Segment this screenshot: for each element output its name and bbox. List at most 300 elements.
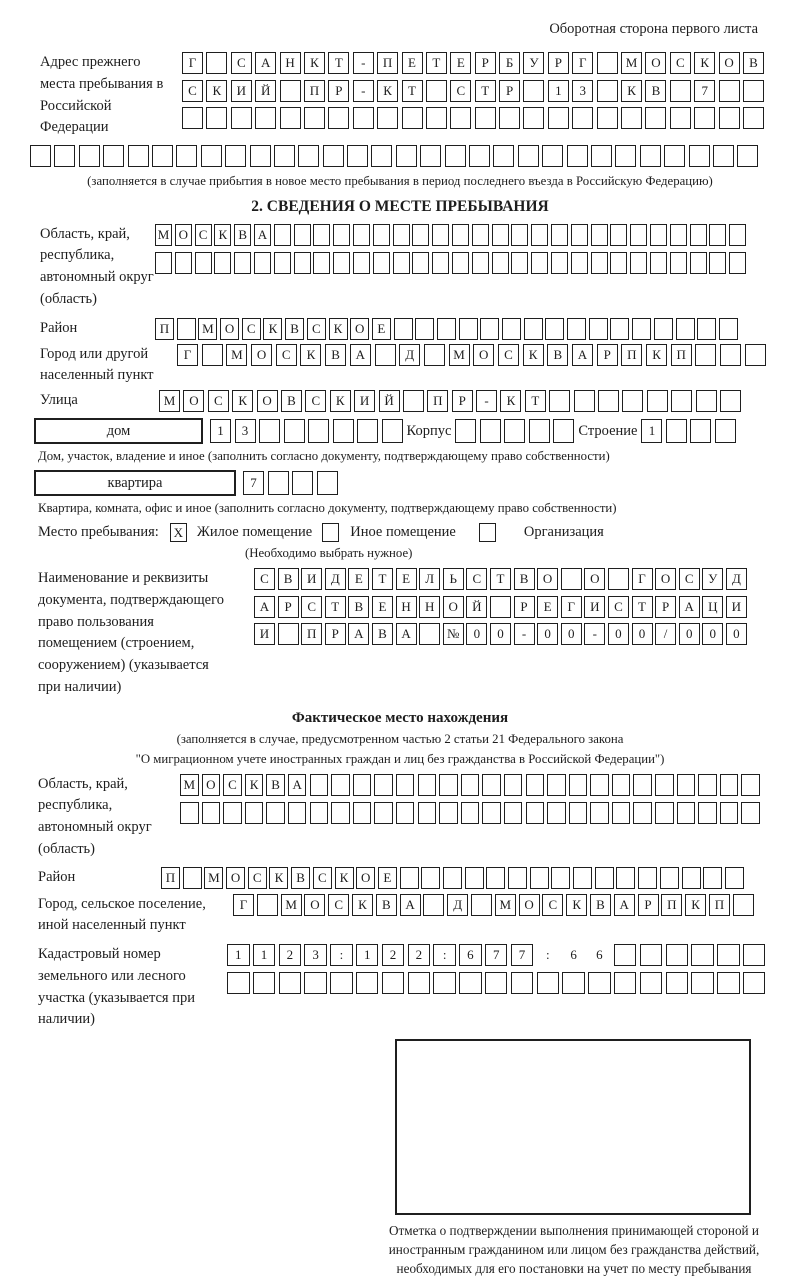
char-cell[interactable]: Г (233, 894, 254, 916)
char-cell[interactable] (588, 972, 611, 994)
char-cell[interactable] (511, 252, 528, 274)
char-cell[interactable] (472, 252, 489, 274)
char-cell[interactable] (551, 252, 568, 274)
char-cell[interactable] (403, 390, 424, 412)
char-cell[interactable] (630, 252, 647, 274)
char-cell[interactable] (709, 252, 726, 274)
char-cell[interactable]: И (254, 623, 275, 645)
char-cell[interactable]: О (226, 867, 245, 889)
char-cell[interactable] (597, 52, 618, 74)
char-cell[interactable] (571, 252, 588, 274)
char-cell[interactable]: К (330, 390, 351, 412)
char-cell[interactable] (223, 802, 242, 824)
char-cell[interactable] (743, 972, 766, 994)
char-cell[interactable]: - (514, 623, 535, 645)
char-cell[interactable]: С (248, 867, 267, 889)
char-cell[interactable]: М (621, 52, 642, 74)
char-cell[interactable] (655, 802, 674, 824)
char-cell[interactable]: К (646, 344, 667, 366)
char-cell[interactable]: 7 (694, 80, 715, 102)
char-cell[interactable]: А (348, 623, 369, 645)
char-cell[interactable] (426, 107, 447, 129)
char-cell[interactable] (182, 107, 203, 129)
char-cell[interactable] (419, 623, 440, 645)
char-cell[interactable] (396, 802, 415, 824)
char-cell[interactable]: Ь (443, 568, 464, 590)
char-cell[interactable]: Т (490, 568, 511, 590)
char-cell[interactable]: О (304, 894, 325, 916)
char-cell[interactable]: П (709, 894, 730, 916)
char-cell[interactable]: П (377, 52, 398, 74)
char-cell[interactable] (450, 107, 471, 129)
char-cell[interactable]: В (278, 568, 299, 590)
char-cell[interactable] (595, 867, 614, 889)
char-cell[interactable]: Е (402, 52, 423, 74)
char-cell[interactable] (591, 145, 612, 167)
char-cell[interactable]: Т (402, 80, 423, 102)
char-cell[interactable]: С (254, 568, 275, 590)
char-cell[interactable]: Е (378, 867, 397, 889)
char-cell[interactable] (304, 107, 325, 129)
char-cell[interactable] (591, 252, 608, 274)
char-cell[interactable] (490, 596, 511, 618)
char-cell[interactable] (482, 802, 501, 824)
char-cell[interactable]: Р (452, 390, 473, 412)
char-cell[interactable]: Д (325, 568, 346, 590)
char-cell[interactable]: О (719, 52, 740, 74)
char-cell[interactable]: О (537, 568, 558, 590)
char-cell[interactable]: М (180, 774, 199, 796)
char-cell[interactable] (526, 802, 545, 824)
apartment-type-box[interactable]: квартира (34, 470, 236, 496)
char-cell[interactable]: В (348, 596, 369, 618)
char-cell[interactable]: П (301, 623, 322, 645)
char-cell[interactable]: - (476, 390, 497, 412)
char-cell[interactable]: Д (726, 568, 747, 590)
char-cell[interactable]: О (584, 568, 605, 590)
char-cell[interactable]: 2 (408, 944, 431, 966)
char-cell[interactable] (610, 318, 629, 340)
char-cell[interactable] (461, 802, 480, 824)
char-cell[interactable]: П (161, 867, 180, 889)
char-cell[interactable]: В (285, 318, 304, 340)
char-cell[interactable]: Е (396, 568, 417, 590)
char-cell[interactable] (590, 802, 609, 824)
char-cell[interactable] (567, 145, 588, 167)
char-cell[interactable] (266, 802, 285, 824)
char-cell[interactable]: Б (499, 52, 520, 74)
char-cell[interactable] (548, 107, 569, 129)
char-cell[interactable]: - (353, 80, 374, 102)
char-cell[interactable]: 0 (679, 623, 700, 645)
char-cell[interactable]: 0 (608, 623, 629, 645)
char-cell[interactable]: И (726, 596, 747, 618)
char-cell[interactable] (356, 972, 379, 994)
char-cell[interactable] (690, 224, 707, 246)
char-cell[interactable] (292, 471, 313, 495)
char-cell[interactable] (333, 419, 354, 443)
char-cell[interactable] (328, 107, 349, 129)
char-cell[interactable] (549, 390, 570, 412)
char-cell[interactable] (610, 252, 627, 274)
char-cell[interactable] (280, 80, 301, 102)
char-cell[interactable] (202, 344, 223, 366)
char-cell[interactable] (255, 107, 276, 129)
char-cell[interactable] (310, 774, 329, 796)
char-cell[interactable] (353, 252, 370, 274)
char-cell[interactable]: 0 (466, 623, 487, 645)
char-cell[interactable]: Й (255, 80, 276, 102)
char-cell[interactable]: 3 (572, 80, 593, 102)
char-cell[interactable]: М (281, 894, 302, 916)
char-cell[interactable] (250, 145, 271, 167)
char-cell[interactable]: О (350, 318, 369, 340)
char-cell[interactable]: В (376, 894, 397, 916)
char-cell[interactable] (741, 802, 760, 824)
char-cell[interactable] (655, 774, 674, 796)
char-cell[interactable]: К (694, 52, 715, 74)
char-cell[interactable] (408, 972, 431, 994)
char-cell[interactable]: С (313, 867, 332, 889)
char-cell[interactable]: М (449, 344, 470, 366)
char-cell[interactable]: Г (177, 344, 198, 366)
char-cell[interactable]: К (232, 390, 253, 412)
char-cell[interactable] (426, 80, 447, 102)
char-cell[interactable] (666, 419, 687, 443)
char-cell[interactable]: Р (597, 344, 618, 366)
char-cell[interactable]: О (220, 318, 239, 340)
char-cell[interactable]: П (155, 318, 174, 340)
char-cell[interactable]: Г (561, 596, 582, 618)
char-cell[interactable]: М (495, 894, 516, 916)
char-cell[interactable] (373, 224, 390, 246)
char-cell[interactable] (177, 318, 196, 340)
char-cell[interactable] (331, 774, 350, 796)
checkbox-organization[interactable] (479, 523, 496, 542)
char-cell[interactable]: - (584, 623, 605, 645)
char-cell[interactable]: Н (396, 596, 417, 618)
char-cell[interactable] (423, 894, 444, 916)
char-cell[interactable] (353, 224, 370, 246)
char-cell[interactable]: В (590, 894, 611, 916)
char-cell[interactable] (382, 972, 405, 994)
char-cell[interactable]: С (466, 568, 487, 590)
char-cell[interactable]: Е (372, 318, 391, 340)
char-cell[interactable] (524, 318, 543, 340)
char-cell[interactable]: Т (325, 596, 346, 618)
char-cell[interactable]: 1 (253, 944, 276, 966)
char-cell[interactable] (633, 802, 652, 824)
char-cell[interactable] (504, 774, 523, 796)
char-cell[interactable] (432, 252, 449, 274)
char-cell[interactable]: Е (348, 568, 369, 590)
char-cell[interactable] (696, 390, 717, 412)
char-cell[interactable]: В (372, 623, 393, 645)
char-cell[interactable] (502, 318, 521, 340)
char-cell[interactable]: С (276, 344, 297, 366)
char-cell[interactable] (373, 252, 390, 274)
char-cell[interactable] (176, 145, 197, 167)
char-cell[interactable] (225, 145, 246, 167)
char-cell[interactable]: К (214, 224, 231, 246)
char-cell[interactable] (152, 145, 173, 167)
char-cell[interactable] (499, 107, 520, 129)
char-cell[interactable] (666, 944, 689, 966)
char-cell[interactable]: К (621, 80, 642, 102)
char-cell[interactable] (741, 774, 760, 796)
char-cell[interactable] (257, 894, 278, 916)
char-cell[interactable]: 6 (588, 944, 611, 966)
char-cell[interactable]: Г (572, 52, 593, 74)
char-cell[interactable]: В (547, 344, 568, 366)
char-cell[interactable] (432, 224, 449, 246)
char-cell[interactable] (180, 802, 199, 824)
char-cell[interactable]: 0 (632, 623, 653, 645)
char-cell[interactable] (690, 419, 711, 443)
char-cell[interactable] (175, 252, 192, 274)
char-cell[interactable] (597, 107, 618, 129)
char-cell[interactable]: Т (525, 390, 546, 412)
char-cell[interactable]: : (537, 944, 560, 966)
char-cell[interactable]: А (254, 596, 275, 618)
char-cell[interactable] (280, 107, 301, 129)
char-cell[interactable] (698, 774, 717, 796)
char-cell[interactable]: Н (280, 52, 301, 74)
char-cell[interactable] (691, 944, 714, 966)
char-cell[interactable]: С (223, 774, 242, 796)
char-cell[interactable] (486, 867, 505, 889)
char-cell[interactable] (530, 867, 549, 889)
char-cell[interactable]: У (523, 52, 544, 74)
char-cell[interactable] (551, 867, 570, 889)
char-cell[interactable] (227, 972, 250, 994)
char-cell[interactable]: В (325, 344, 346, 366)
char-cell[interactable]: А (572, 344, 593, 366)
char-cell[interactable] (621, 107, 642, 129)
char-cell[interactable]: О (202, 774, 221, 796)
char-cell[interactable]: 1 (210, 419, 231, 443)
char-cell[interactable] (412, 224, 429, 246)
char-cell[interactable]: В (234, 224, 251, 246)
char-cell[interactable] (374, 774, 393, 796)
char-cell[interactable]: М (226, 344, 247, 366)
char-cell[interactable] (374, 802, 393, 824)
char-cell[interactable] (670, 80, 691, 102)
char-cell[interactable] (571, 224, 588, 246)
char-cell[interactable]: Р (325, 623, 346, 645)
char-cell[interactable] (424, 344, 445, 366)
char-cell[interactable] (598, 390, 619, 412)
char-cell[interactable]: П (621, 344, 642, 366)
char-cell[interactable]: А (350, 344, 371, 366)
char-cell[interactable] (694, 107, 715, 129)
char-cell[interactable] (377, 107, 398, 129)
char-cell[interactable] (590, 774, 609, 796)
char-cell[interactable]: К (300, 344, 321, 366)
char-cell[interactable]: Г (632, 568, 653, 590)
char-cell[interactable]: Р (638, 894, 659, 916)
char-cell[interactable]: С (498, 344, 519, 366)
char-cell[interactable] (393, 252, 410, 274)
char-cell[interactable] (418, 774, 437, 796)
char-cell[interactable] (103, 145, 124, 167)
char-cell[interactable]: О (251, 344, 272, 366)
char-cell[interactable]: С (208, 390, 229, 412)
char-cell[interactable]: Т (632, 596, 653, 618)
char-cell[interactable]: А (288, 774, 307, 796)
char-cell[interactable] (640, 972, 663, 994)
char-cell[interactable]: 7 (511, 944, 534, 966)
char-cell[interactable]: 1 (227, 944, 250, 966)
char-cell[interactable]: Р (548, 52, 569, 74)
char-cell[interactable]: 6 (562, 944, 585, 966)
char-cell[interactable] (677, 774, 696, 796)
char-cell[interactable] (645, 107, 666, 129)
char-cell[interactable] (492, 224, 509, 246)
char-cell[interactable]: Р (278, 596, 299, 618)
char-cell[interactable]: С (242, 318, 261, 340)
house-type-box[interactable]: дом (34, 418, 203, 444)
char-cell[interactable] (313, 224, 330, 246)
char-cell[interactable] (713, 145, 734, 167)
char-cell[interactable] (420, 145, 441, 167)
char-cell[interactable] (745, 344, 766, 366)
char-cell[interactable]: В (266, 774, 285, 796)
char-cell[interactable]: К (269, 867, 288, 889)
char-cell[interactable]: Р (328, 80, 349, 102)
char-cell[interactable]: О (645, 52, 666, 74)
char-cell[interactable]: П (304, 80, 325, 102)
char-cell[interactable]: К (685, 894, 706, 916)
char-cell[interactable]: Ц (702, 596, 723, 618)
char-cell[interactable] (323, 145, 344, 167)
char-cell[interactable] (234, 252, 251, 274)
char-cell[interactable] (720, 802, 739, 824)
checkbox-residential[interactable]: X (170, 523, 187, 542)
char-cell[interactable]: К (523, 344, 544, 366)
char-cell[interactable]: С (608, 596, 629, 618)
char-cell[interactable]: С (307, 318, 326, 340)
char-cell[interactable] (614, 972, 637, 994)
char-cell[interactable] (725, 867, 744, 889)
char-cell[interactable] (445, 145, 466, 167)
char-cell[interactable] (717, 944, 740, 966)
char-cell[interactable] (253, 972, 276, 994)
char-cell[interactable]: 0 (537, 623, 558, 645)
char-cell[interactable]: : (433, 944, 456, 966)
char-cell[interactable] (640, 145, 661, 167)
char-cell[interactable] (677, 802, 696, 824)
char-cell[interactable] (551, 224, 568, 246)
char-cell[interactable] (508, 867, 527, 889)
char-cell[interactable]: Н (419, 596, 440, 618)
char-cell[interactable] (396, 774, 415, 796)
char-cell[interactable]: : (330, 944, 353, 966)
char-cell[interactable] (591, 224, 608, 246)
char-cell[interactable] (480, 318, 499, 340)
char-cell[interactable] (526, 774, 545, 796)
char-cell[interactable] (353, 774, 372, 796)
char-cell[interactable] (574, 390, 595, 412)
char-cell[interactable] (452, 224, 469, 246)
char-cell[interactable] (547, 774, 566, 796)
char-cell[interactable] (393, 224, 410, 246)
char-cell[interactable]: М (155, 224, 172, 246)
char-cell[interactable] (589, 318, 608, 340)
char-cell[interactable] (647, 390, 668, 412)
char-cell[interactable]: 1 (356, 944, 379, 966)
char-cell[interactable] (294, 224, 311, 246)
char-cell[interactable] (640, 944, 663, 966)
char-cell[interactable]: О (519, 894, 540, 916)
char-cell[interactable]: Р (499, 80, 520, 102)
char-cell[interactable] (717, 972, 740, 994)
char-cell[interactable] (400, 867, 419, 889)
char-cell[interactable] (469, 145, 490, 167)
char-cell[interactable]: П (427, 390, 448, 412)
char-cell[interactable] (279, 972, 302, 994)
char-cell[interactable] (206, 52, 227, 74)
char-cell[interactable] (294, 252, 311, 274)
char-cell[interactable] (660, 867, 679, 889)
char-cell[interactable] (719, 80, 740, 102)
char-cell[interactable]: К (500, 390, 521, 412)
char-cell[interactable] (475, 107, 496, 129)
char-cell[interactable]: Д (447, 894, 468, 916)
char-cell[interactable] (572, 107, 593, 129)
char-cell[interactable] (709, 224, 726, 246)
char-cell[interactable] (518, 145, 539, 167)
char-cell[interactable] (542, 145, 563, 167)
char-cell[interactable]: К (263, 318, 282, 340)
char-cell[interactable]: Р (475, 52, 496, 74)
char-cell[interactable]: С (301, 596, 322, 618)
char-cell[interactable]: 2 (382, 944, 405, 966)
char-cell[interactable]: Л (419, 568, 440, 590)
char-cell[interactable] (471, 894, 492, 916)
char-cell[interactable] (695, 344, 716, 366)
char-cell[interactable] (206, 107, 227, 129)
char-cell[interactable] (670, 224, 687, 246)
char-cell[interactable]: О (257, 390, 278, 412)
char-cell[interactable] (612, 802, 631, 824)
char-cell[interactable]: 3 (304, 944, 327, 966)
char-cell[interactable] (195, 252, 212, 274)
char-cell[interactable] (666, 972, 689, 994)
char-cell[interactable]: 6 (459, 944, 482, 966)
char-cell[interactable] (719, 318, 738, 340)
char-cell[interactable] (743, 80, 764, 102)
char-cell[interactable] (743, 107, 764, 129)
char-cell[interactable] (733, 894, 754, 916)
char-cell[interactable] (553, 419, 574, 443)
char-cell[interactable] (691, 972, 714, 994)
char-cell[interactable] (561, 568, 582, 590)
char-cell[interactable] (633, 774, 652, 796)
char-cell[interactable]: А (255, 52, 276, 74)
char-cell[interactable] (630, 224, 647, 246)
char-cell[interactable]: В (514, 568, 535, 590)
char-cell[interactable]: 7 (243, 471, 264, 495)
char-cell[interactable]: Й (379, 390, 400, 412)
char-cell[interactable]: В (743, 52, 764, 74)
char-cell[interactable] (331, 802, 350, 824)
char-cell[interactable]: А (400, 894, 421, 916)
char-cell[interactable] (439, 802, 458, 824)
char-cell[interactable]: К (377, 80, 398, 102)
char-cell[interactable] (353, 107, 374, 129)
char-cell[interactable] (288, 802, 307, 824)
